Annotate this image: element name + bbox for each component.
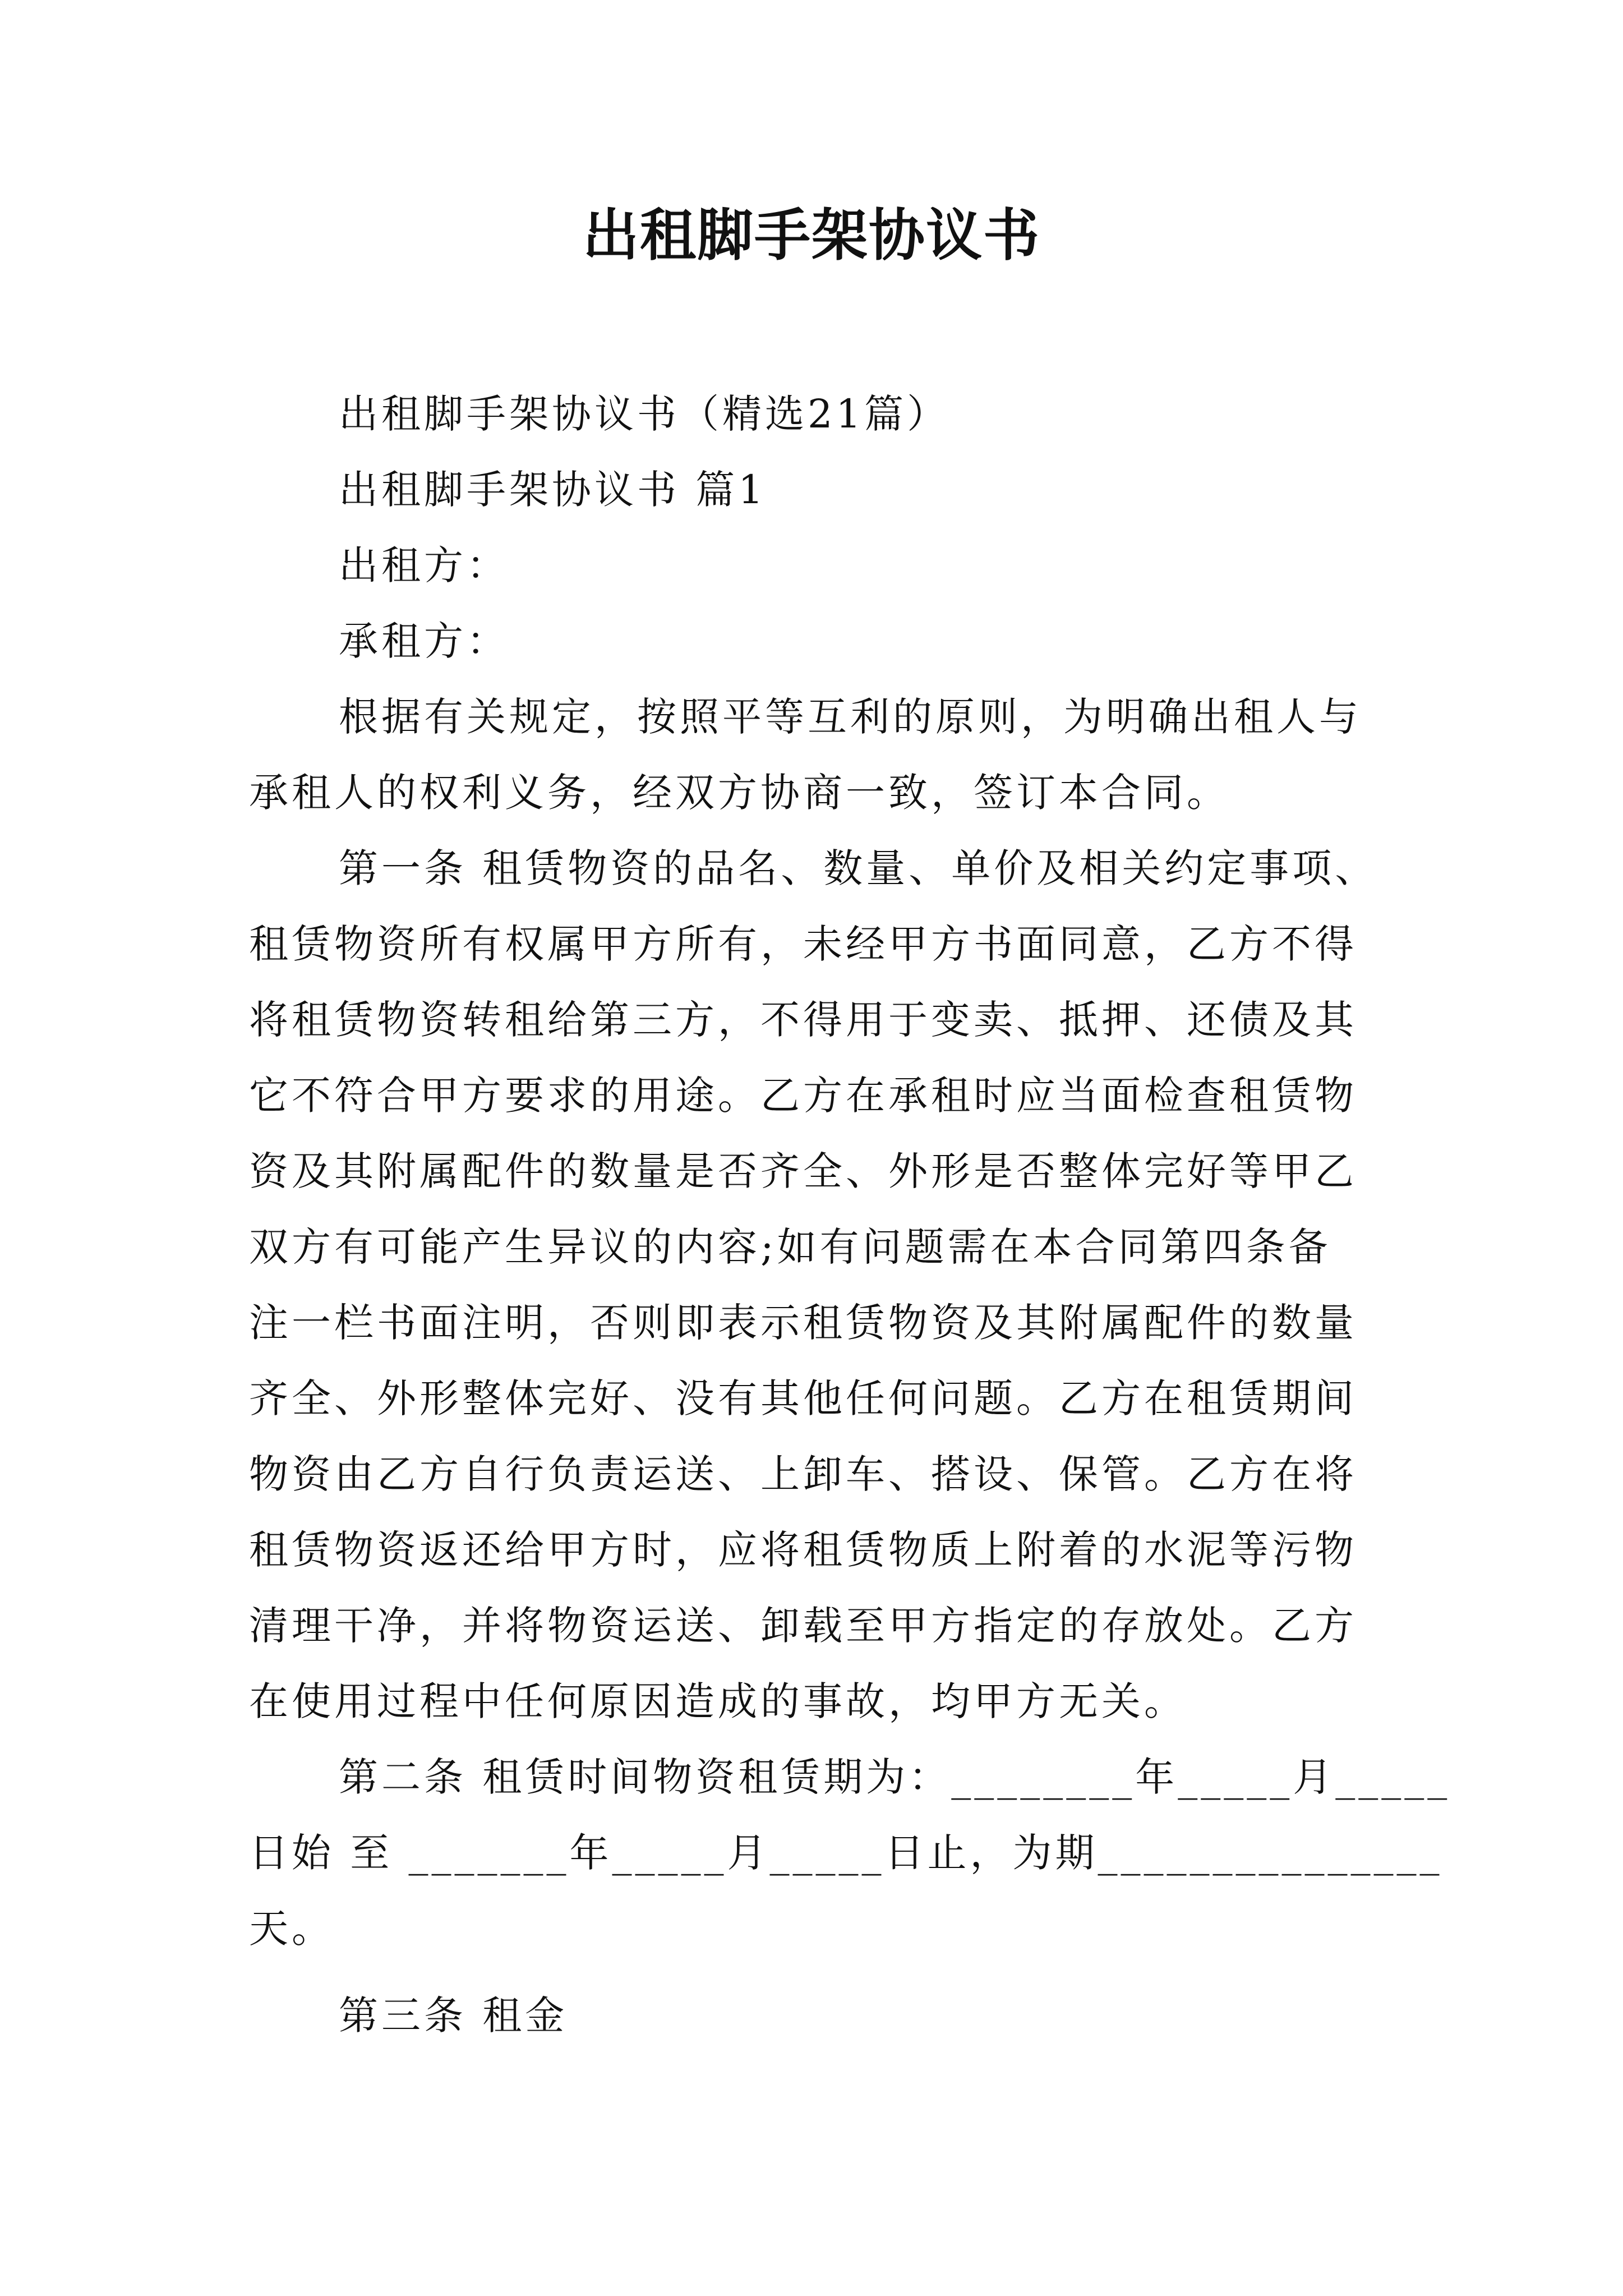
paragraph-line: 清理干净，并将物资运送、卸载至甲方指定的存放处。乙方 (249, 1603, 1357, 1649)
paragraph-line: 第一条 租赁物资的品名、数量、单价及相关约定事项、 (339, 845, 1378, 891)
section-heading: 第三条 租金 (339, 1993, 568, 2039)
section-heading: 出租脚手架协议书 篇1 (339, 467, 767, 513)
paragraph-line: 物资由乙方自行负责运送、上卸车、搭设、保管。乙方在将 (249, 1451, 1357, 1497)
paragraph-line: 第二条 租赁时间物资租赁期为：________年_____月_____ (339, 1754, 1451, 1800)
paragraph-line: 根据有关规定，按照平等互利的原则，为明确出租人与 (339, 694, 1362, 740)
lessee-label: 承租方： (339, 618, 509, 664)
paragraph-line: 在使用过程中任何原因造成的事故，均甲方无关。 (249, 1678, 1187, 1724)
paragraph-line: 天。 (249, 1906, 334, 1952)
paragraph-line: 租赁物资所有权属甲方所有，未经甲方书面同意，乙方不得 (249, 921, 1357, 967)
paragraph-line: 承租人的权利义务，经双方协商一致，签订本合同。 (249, 770, 1229, 816)
paragraph-line: 将租赁物资转租给第三方，不得用于变卖、抵押、还债及其 (249, 997, 1357, 1043)
paragraph-line: 日始 至 _______年_____月_____日止，为期_______________ (249, 1830, 1443, 1876)
paragraph-line: 齐全、外形整体完好、没有其他任何问题。乙方在租赁期间 (249, 1375, 1357, 1421)
document-title: 出租脚手架协议书 (583, 203, 1040, 268)
paragraph-line: 它不符合甲方要求的用途。乙方在承租时应当面检查租赁物 (249, 1073, 1357, 1119)
paragraph-line: 双方有可能产生异议的内容;如有问题需在本合同第四条备 (249, 1224, 1331, 1270)
paragraph-line: 租赁物资返还给甲方时，应将租赁物质上附着的水泥等污物 (249, 1527, 1357, 1573)
subtitle-line: 出租脚手架协议书（精选21篇） (339, 391, 950, 437)
paragraph-line: 资及其附属配件的数量是否齐全、外形是否整体完好等甲乙 (249, 1148, 1357, 1194)
lessor-label: 出租方： (339, 542, 509, 588)
paragraph-line: 注一栏书面注明，否则即表示租赁物资及其附属配件的数量 (249, 1300, 1357, 1346)
